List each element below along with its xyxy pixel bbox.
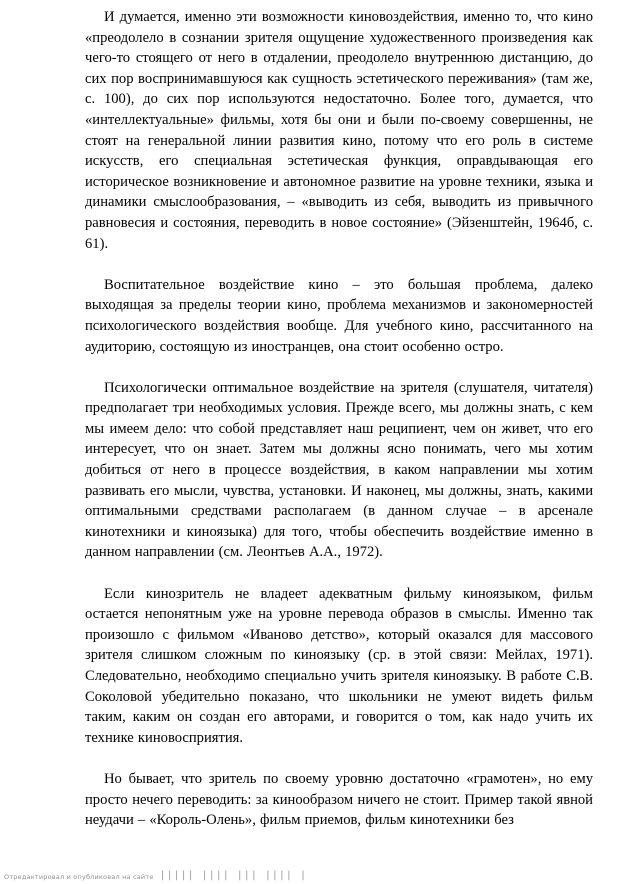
paragraph-3: Психологически оптимальное воздействие на зрителя (слушателя, читателя) предполагает три необходимых условия. Прежде всего, мы должны знать, с кем мы имеем дело: что собой представляет наш реципиент, чем он живет, что его интересует, что он знает. Затем мы должны ясно понимать, чего мы хотим добиться от него в процессе воздействия, в каком направлении мы хотим развивать его мысли, чувства, установки. И наконец, мы должны, знать, какими оптимальными средствами располагаем (в данном случае – в арсенале кинотехники и киноязыка) для того, чтобы обеспечить воздействие именно в данном направлении (см. Леонтьев А.А., 1972).	[85, 379, 593, 561]
paragraph-1: И думается, именно эти возможности киновоздействия, именно то, что кино «преодолело в сознании зрителя ощущение художественного произведения как чего-то стоящего от него в отдалении, преодолело внутреннюю дистанцию, до сих пор воспринимавшуюся как сущность эстетического переживания» (там же, с. 100), до сих пор используются недостаточно. Более того, думается, что «интеллектуальные» фильмы, хотя бы они и были по-своему совершенны, не стоят на генеральной линии развития кино, потому что его роль в системе искусств, его специальная эстетическая функция, оправдывающая его историческое возникновение и автономное развитие на уровне техники, языка и динамики смыслообразования, – «выводить из себя, выводить из привычного равновесия и состояния, переводить в новое состояние» (Эйзенштейн, 1964б, с. 61).	[85, 9, 593, 252]
watermark-barcode-icon: ||||| |||| ||| |||| |	[159, 870, 307, 881]
watermark-label: Отредактировал и опубликовал на сайте	[4, 873, 154, 881]
document-page	[85, 7, 593, 831]
watermark	[4, 871, 307, 881]
paragraph-4: Если кинозритель не владеет адекватным фильму киноязыком, фильм остается непонятным уже на уровне перевода образов в смыслы. Именно так произошло с фильмом «Иваново детство», который оказался для массового зрителя слишком сложным по киноязыку (ср. в этой связи: Мейлах, 1971). Следовательно, необходимо специально учить зрителя киноязыку. В работе С.В. Соколовой убедительно показано, что школьники не умеют видеть фильм таким, каким он создан его авторами, и говорится о том, как надо учить их технике киновосприятия.	[85, 585, 593, 746]
paragraph-2: Воспитательное воздействие кино – это большая проблема, далеко выходящая за пределы теории кино, проблема механизмов и закономерностей психологического воздействия вообще. Для учебного кино, рассчитанного на аудиторию, состоящую из иностранцев, она стоит особенно остро.	[85, 276, 593, 355]
paragraph-5: Но бывает, что зритель по своему уровню достаточно «грамотен», но ему просто нечего переводить: за кинообразом ничего не стоит. Пример такой явной неудачи – «Король-Олень», фильм приемов, фильм кинотехники без	[85, 770, 593, 829]
